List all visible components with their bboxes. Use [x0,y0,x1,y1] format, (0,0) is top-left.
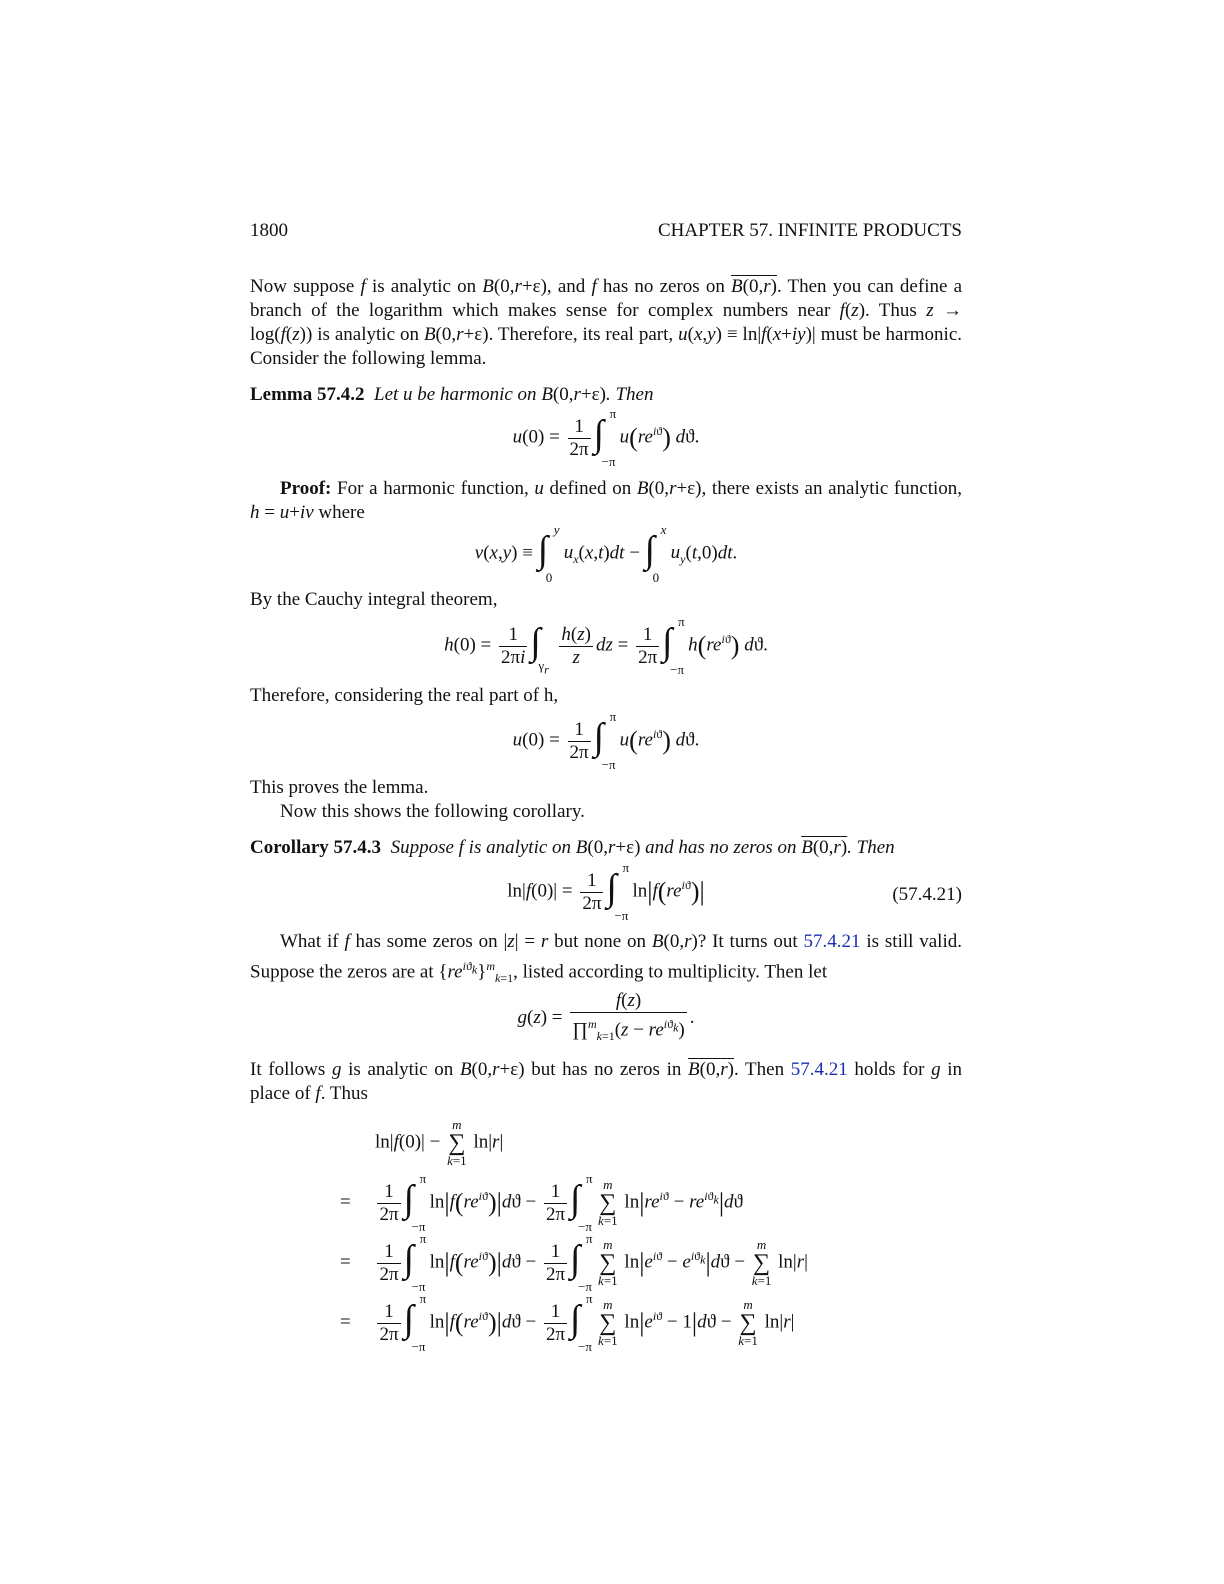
proof-paragraph: Proof: For a harmonic function, u defined on B(0,r+ε), there exists an analytic function, h = u+iv where [250,478,962,523]
proof-label: Proof: [280,478,332,499]
corollary-label: Corollary 57.4.3 [250,837,382,858]
equation-mean-value: u(0) = $\frac{1}{2\pi}$ ∫ π −π $u(re^{iϑ})$ dϑ. [512,406,700,469]
g-analytic-paragraph: It follows g is analytic on B(0,r+ε) but has no zeros in B(0,r). Then 57.4.21 holds for g in place of f. Thus [250,1059,963,1104]
equation-g-definition: g(z) = $\frac{f(z)}{\prod^m_{k=1}(z - re^{iϑ_k})}$ . [517,990,695,1044]
derivation-line-2: = $\frac{1}{2\pi}$ ∫ π −π $\ln|f(re^{iϑ})|dϑ$ − $\frac{1}{2\pi}$ ∫ π −π m ∑ k=1 $\ln|e^{iϑ} - e^{iϑ_k}|dϑ$ − m ∑ k=1 ln|r| [340,1231,808,1294]
derivation-line-1: = $\frac{1}{2\pi}$ ∫ π −π $\ln|f(re^{iϑ})|dϑ$ − $\frac{1}{2\pi}$ ∫ π −π m ∑ k=1 $\ln|re^{iϑ} - re^{iϑ_k}|dϑ$ [340,1171,743,1234]
chapter-title: CHAPTER 57. INFINITE PRODUCTS [657,220,962,241]
equation-number: (57.4.21) [892,884,962,905]
equation-57-4-21: ln|f(0)| = $\frac{1}{2\pi}$ ∫ π −π $\ln|f(re^{iϑ})|$ (57.4.21) [507,860,962,923]
page-number: 1800 [250,220,288,241]
corollary-statement: Corollary 57.4.3 Suppose f is analytic on B(0,r+ε) and has no zeros on B(0,r). Then [250,837,895,858]
equation-cauchy: h(0) = $\frac{1}{2\pi i}$ ∫ $\gamma_r$ $\frac{h(z)}{z}$ dz = $\frac{1}{2\pi}$ ∫ π −π $h(re^{iϑ})$ dϑ. [444,614,768,677]
zeros-paragraph: What if f has some zeros on |z| = r but none on B(0,r)? It turns out 57.4.21 is still valid. Suppose the zeros are at $\{re^{iϑ_k}\}^m_{k=1}$, listed according to multiplicity. Then let [250,931,962,986]
real-part-line: Therefore, considering the real part of h, [250,685,559,706]
equation-ref-link[interactable]: 57.4.21 [803,931,861,952]
derivation-line-3: = $\frac{1}{2\pi}$ ∫ π −π $\ln|f(re^{iϑ})|dϑ$ − $\frac{1}{2\pi}$ ∫ π −π m ∑ k=1 $\ln|e^{iϑ} - 1|dϑ$ − m ∑ k=1 ln|r| [340,1291,795,1354]
shows-line: Now this shows the following corollary. [280,801,585,822]
proves-line: This proves the lemma. [250,777,429,798]
equation-ref-link[interactable]: 57.4.21 [790,1059,848,1080]
equation-real-part: u(0) = $\frac{1}{2\pi}$ ∫ π −π $u(re^{iϑ})$ dϑ. [512,709,700,772]
equation-conjugate: v(x,y) ≡ ∫ y 0 $u_x(x,t)dt$ − ∫ x 0 $u_y(t,0)dt$. [474,522,738,585]
intro-paragraph: Now suppose f is analytic on B(0,r+ε), and f has no zeros on B(0,r). Then you can define a branch of the logarithm which makes sense for complex numbers near f(z). Thus z → log(f(z)) is analytic on B(0,r+ε). Therefore, its real part, u(x,y) ≡ ln|f(x+iy)| must be harmonic. Consider the following lemma. [250,276,963,369]
cauchy-line: By the Cauchy integral theorem, [250,589,498,610]
lemma-label: Lemma 57.4.2 [250,384,365,405]
derivation-line-0: ln|f(0)| − m ∑ k=1 ln|r| [375,1117,504,1168]
lemma-statement: Lemma 57.4.2 Let u be harmonic on B(0,r+ε). Then [250,384,654,405]
